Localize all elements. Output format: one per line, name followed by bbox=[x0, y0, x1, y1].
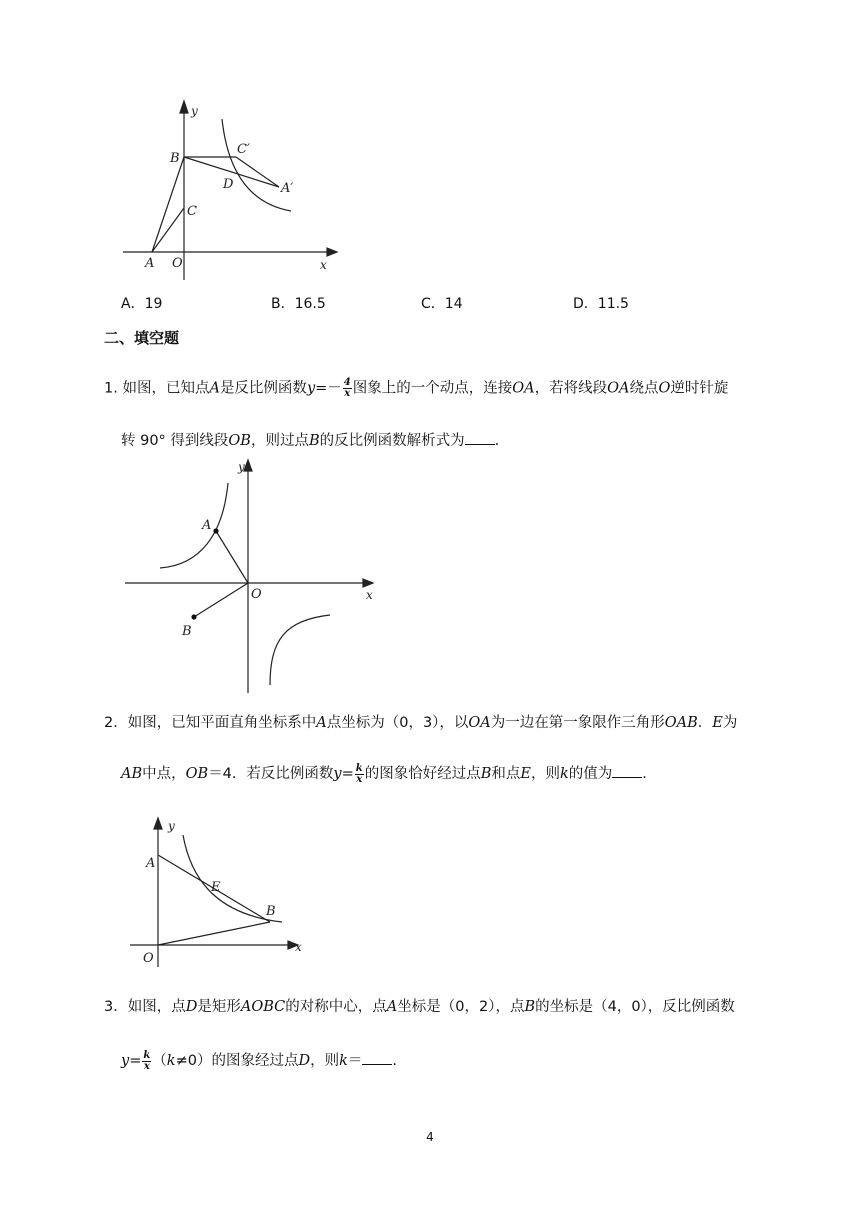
x-axis-arrow bbox=[363, 579, 373, 587]
y-axis-arrow bbox=[244, 460, 252, 471]
option-d-value: 11.5 bbox=[597, 296, 629, 312]
label-y: y bbox=[191, 104, 198, 118]
figure-hyperbola-rotation bbox=[120, 455, 385, 695]
y-axis-arrow bbox=[180, 101, 188, 113]
question-3-line-2: y= $\frac{k}{x}$ （k≠0）的图象经过点D，则k＝ . bbox=[121, 1049, 398, 1072]
label-a: A bbox=[202, 518, 212, 533]
fraction-neg4-over-x: $\frac{4}{x}$ bbox=[343, 377, 351, 399]
page-number: 4 bbox=[426, 1130, 434, 1144]
option-c[interactable] bbox=[421, 293, 463, 313]
label-b: B bbox=[170, 151, 180, 166]
x-axis-arrow bbox=[327, 248, 337, 256]
label-c-prime: C′ bbox=[237, 142, 250, 157]
fraction-k-over-x: $\frac{k}{x}$ bbox=[143, 1049, 151, 1072]
point-a bbox=[213, 528, 218, 533]
option-b[interactable] bbox=[271, 293, 326, 313]
label-b: B bbox=[266, 904, 276, 919]
option-a-value: 19 bbox=[144, 296, 163, 312]
segment-ob bbox=[158, 922, 270, 945]
question-2-line-1: 2．如图，已知平面直角坐标系中A点坐标为（0，3），以OA为一边在第一象限作三角形OAB．E为 bbox=[104, 715, 738, 731]
hyperbola-curve bbox=[222, 119, 294, 211]
hyperbola-branch-upper-left bbox=[160, 483, 228, 568]
label-c: C bbox=[187, 204, 197, 219]
label-a: A bbox=[145, 256, 155, 271]
hyperbola-branch-lower-right bbox=[270, 615, 330, 685]
label-a: A bbox=[146, 856, 156, 871]
option-a[interactable] bbox=[121, 293, 162, 313]
section-title: 二、填空题 bbox=[104, 329, 180, 347]
label-y: y bbox=[168, 819, 175, 833]
label-b: B bbox=[182, 624, 192, 639]
segment-ab bbox=[152, 157, 184, 252]
y-axis-arrow bbox=[154, 818, 162, 829]
segment-ob bbox=[194, 583, 248, 617]
label-x: x bbox=[366, 588, 373, 602]
answer-blank-1[interactable] bbox=[465, 430, 495, 445]
label-o: O bbox=[172, 256, 183, 271]
segment-oa bbox=[216, 531, 248, 583]
question-3-line-1: 3．如图，点D是矩形AOBC的对称中心，点A坐标是（0，2），点B的坐标是（4，0），反比例函数 bbox=[104, 999, 735, 1015]
segment-c-prime-a-prime bbox=[236, 157, 279, 187]
answer-blank-3[interactable] bbox=[362, 1050, 392, 1065]
option-a-letter: A． bbox=[121, 296, 145, 312]
label-d: D bbox=[223, 177, 234, 192]
label-o: O bbox=[143, 951, 154, 966]
label-a-prime: A′ bbox=[281, 181, 294, 196]
option-b-value: 16.5 bbox=[294, 296, 326, 312]
question-1-line-2: 转 90° 得到线段OB，则过点B的反比例函数解析式为 . bbox=[121, 430, 499, 451]
label-y: y bbox=[238, 460, 245, 474]
option-c-value: 14 bbox=[444, 296, 463, 312]
point-b bbox=[191, 614, 196, 619]
figure-rotation-triangle bbox=[115, 95, 345, 280]
question-1-line-1: 1. 如图，已知点A是反比例函数y=－ $\frac{4}{x}$ 图象上的一个动点，连接OA，若将线段OA绕点O逆时针旋 bbox=[104, 377, 729, 399]
label-x: x bbox=[295, 940, 302, 954]
figure-triangle-hyperbola bbox=[130, 815, 310, 970]
option-c-letter: C． bbox=[421, 296, 445, 312]
answer-blank-2[interactable] bbox=[612, 763, 642, 778]
option-b-letter: B． bbox=[271, 296, 295, 312]
label-e: E bbox=[211, 880, 221, 895]
segment-ac bbox=[152, 208, 184, 252]
option-d[interactable] bbox=[573, 293, 629, 313]
question-2-line-2: AB中点，OB＝4．若反比例函数y= $\frac{k}{x}$ 的图象恰好经过点B和点E，则k的值为 . bbox=[121, 762, 647, 785]
option-d-letter: D． bbox=[573, 296, 598, 312]
label-o: O bbox=[251, 587, 262, 602]
fraction-k-over-x: $\frac{k}{x}$ bbox=[355, 762, 363, 785]
label-x: x bbox=[320, 258, 327, 272]
